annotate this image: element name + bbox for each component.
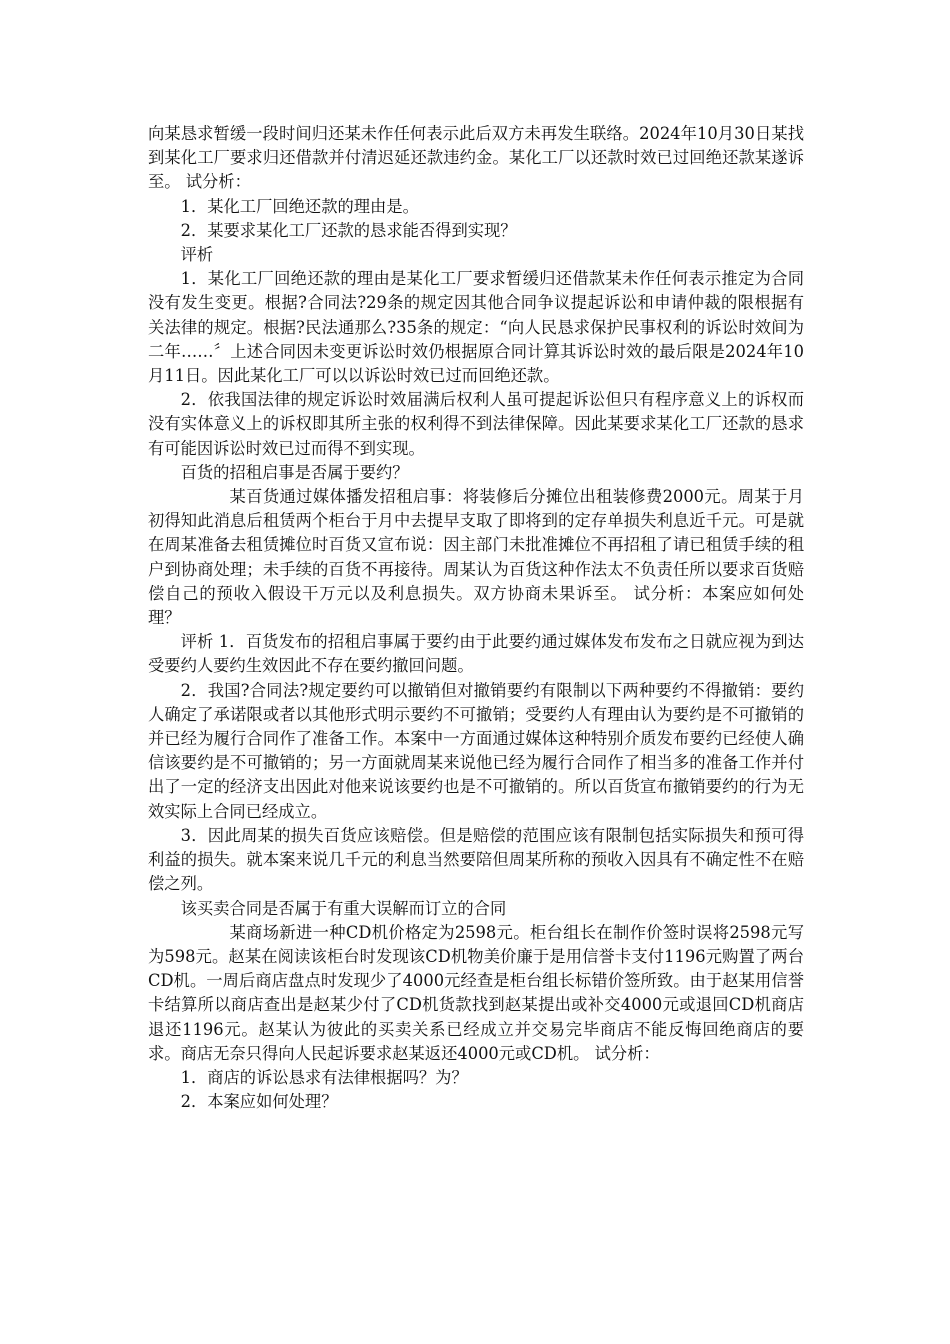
paragraph-intro: 向某恳求暂缓一段时间归还某未作任何表示此后双方未再发生联络。2024年10月30日某找到某化工厂要求归还借款并付清迟延还款违约金。某化工厂以还款时效已过回绝还款某遂诉至。 试分析： <box>148 124 804 192</box>
case-title-3: 该买卖合同是否属于有重大误解而订立的合同 <box>180 898 507 918</box>
analysis-2: 2．依我国法律的规定诉讼时效届满后权利人虽可提起诉讼但只有程序意义上的诉权而没有实体意义上的诉权即其所主张的权利得不到法律保障。因此某要求某化工厂还款的恳求有可能因诉讼时效已过而得不到实现。 <box>148 390 804 458</box>
case3-question-1: 1．商店的诉讼恳求有法律根据吗？为？ <box>180 1067 468 1087</box>
question-1: 1．某化工厂回绝还款的理由是。 <box>180 196 419 216</box>
analysis-heading: 评析 <box>180 245 214 265</box>
question-2: 2．某要求某化工厂还款的恳求能否得到实现？ <box>180 220 517 240</box>
analysis-1: 1．某化工厂回绝还款的理由是某化工厂要求暂缓归还借款某未作任何表示推定为合同没有发生变更。根据?合同法?29条的规定因其他合同争议提起诉讼和申请仲裁的限根据有关法律的规定。根据?民法通那么?35条的规定：“向人民恳求保护民事权利的诉讼时效间为二年……〞上述合同因未变更诉讼时效仍根据原合同计算其诉讼时效的最后限是2024年10月11日。因此某化工厂可以以诉讼时效已过而回绝还款。 <box>148 269 804 386</box>
case-body-2: 某百货通过媒体播发招租启事：将装修后分摊位出租装修费2000元。周某于月初得知此消息后租赁两个柜台于月中去提早支取了即将到的定存单损失利息近千元。可是就在周某准备去租赁摊位时百货又宣布说：因主部门未批准摊位不再招租了请已租赁手续的租户到协商处理；未手续的百货不再接待。周某认为百货这种作法太不负责任所以要求百货赔偿自己的预收入假设干万元以及利息损失。双方协商未果诉至。 试分析：本案应如何处理？ <box>148 487 804 628</box>
case3-question-2: 2．本案应如何处理？ <box>180 1092 338 1112</box>
case-title-2: 百货的招租启事是否属于要约？ <box>180 462 409 482</box>
case-body-3: 某商场新进一种CD机价格定为2598元。柜台组长在制作价签时误将2598元写为598元。赵某在阅读该柜台时发现该CD机物美价廉于是用信誉卡支付1196元购置了两台CD机。一周后商店盘点时发现少了4000元经查是柜台组长标错价签所致。由于赵某用信誉卡结算所以商店查出是赵某少付了CD机货款找到赵某提出或补交4000元或退回CD机商店退还1196元。赵某认为彼此的买卖关系已经成立并交易完毕商店不能反悔回绝商店的要求。商店无奈只得向人民起诉要求赵某返还4000元或CD机。 试分析： <box>148 922 804 1063</box>
document-page <box>148 122 804 1114</box>
case2-analysis-2: 2．我国?合同法?规定要约可以撤销但对撤销要约有限制以下两种要约不得撤销：要约人确定了承诺限或者以其他形式明示要约不可撤销；受要约人有理由认为要约是不可撤销的并已经为履行合同作了准备工作。本案中一方面通过媒体这种特别介质发布要约已经使人确信该要约是不可撤销的；另一方面就周某来说他已经为履行合同作了相当多的准备工作并付出了一定的经济支出因此对他来说该要约也是不可撤销的。所以百货宣布撤销要约的行为无效实际上合同已经成立。 <box>148 680 804 821</box>
case2-analysis-3: 3．因此周某的损失百货应该赔偿。但是赔偿的范围应该有限制包括实际损失和预可得利益的损失。就本案来说几千元的利息当然要陪但周某所称的预收入因具有不确定性不在赔偿之列。 <box>148 825 804 894</box>
case2-analysis-1: 评析 1．百货发布的招租启事属于要约由于此要约通过媒体发布发布之日就应视为到达受要约人要约生效因此不存在要约撤回问题。 <box>148 632 804 676</box>
